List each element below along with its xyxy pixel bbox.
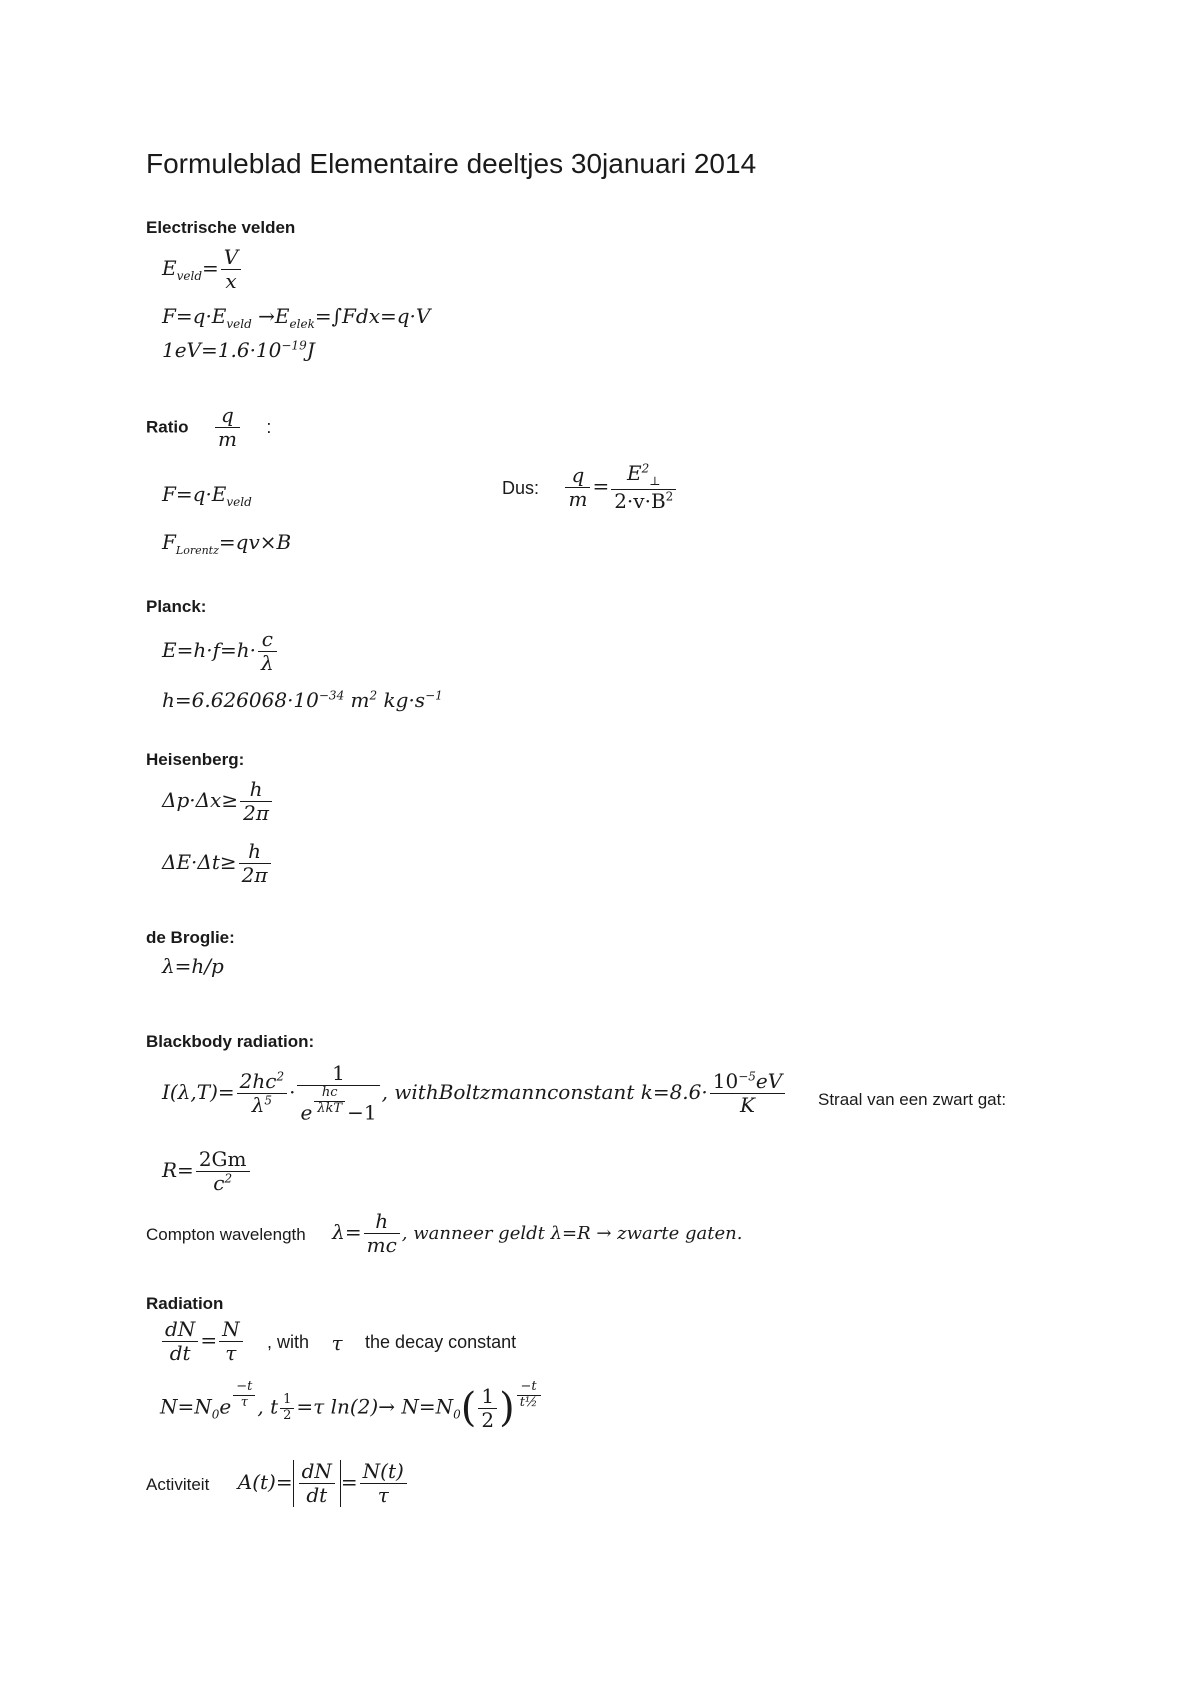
- compton-row: [146, 1210, 742, 1257]
- heading-planck: Planck:: [146, 597, 207, 616]
- formula-e-veld: $E_{veld}=$ $\frac{V}{x}$: [162, 246, 243, 293]
- dus-label: Dus:: [502, 478, 540, 499]
- formula-compton: λ= $\frac{h}{mc}$ , wanneer geldt λ=R → zwarte gaten.: [332, 1209, 743, 1257]
- formula-lorentz: $F_{Lorentz}=qv\times B$: [162, 530, 292, 557]
- heading-radiation: Radiation: [146, 1294, 224, 1313]
- ratio-heading-row: [146, 404, 271, 451]
- formula-dus: $\frac{q}{m}$ = $\frac{E^2_\perp}{2\cdot v\cdot B^2}$: [563, 474, 678, 498]
- heading-blackbody: Blackbody radiation:: [146, 1032, 315, 1051]
- heading-electrische-velden: Electrische velden: [146, 218, 296, 237]
- formula-heisenberg-position: Δp·Δx≥ $\frac{h}{2\pi}$: [162, 778, 274, 825]
- dus-row: [502, 462, 678, 513]
- tau-symbol: τ: [331, 1330, 343, 1355]
- formula-activity: A(t)= $\frac{dN}{dt}$ = $\frac{N(t)}{\tau}$: [238, 1470, 409, 1494]
- ratio-colon: :: [266, 417, 272, 437]
- heading-de-broglie: de Broglie:: [146, 928, 235, 947]
- formula-electronvolt: $1eV=1.6\cdot 10^{-19}J$: [162, 338, 315, 362]
- page-title: Formuleblad Elementaire deeltjes 30januari 2014: [146, 148, 757, 179]
- formula-decay-law: $N=N_0e$ $\frac{-t}{\tau}$ , t $\frac{1}{2}$ =τ $\ln(2)\to N=N_0$( $\frac{1}{2}$ ) $\frac{-t}{\text{t½}}$: [160, 1380, 543, 1432]
- formula-planck-energy: E=h·f=h· $\frac{c}{\lambda}$: [162, 628, 279, 675]
- with-text: , with: [267, 1332, 310, 1353]
- formula-planck-constant: $h=6.626068\cdot 10^{-34}$ $m^2$ $kg\cdot s^{-1}$: [162, 688, 443, 712]
- ratio-fraction: $\frac{q}{m}$: [215, 404, 240, 451]
- heading-heisenberg: Heisenberg:: [146, 750, 245, 769]
- formula-blackbody: I(λ,T)= $\frac{2hc^2}{\lambda^5}$ · 1 e $\frac{hc}{\text{λkT}}$ −1 , withBoltzmannconstant k=8.6· $\frac{10^{-5}eV}{K}$: [162, 1062, 787, 1125]
- formula-ratio-force: $F=q\cdot E_{veld}$: [162, 482, 252, 509]
- decay-constant-text: the decay constant: [365, 1332, 517, 1353]
- formula-de-broglie: λ=h/p: [162, 954, 224, 978]
- activity-label: Activiteit: [146, 1474, 210, 1494]
- heading-ratio: Ratio: [146, 417, 189, 437]
- activity-row: [146, 1460, 409, 1507]
- formula-decay-rate: $\frac{dN}{dt}$ = $\frac{N}{\tau}$: [160, 1328, 245, 1352]
- formula-schwarzschild: R= $\frac{2Gm}{c^2}$: [162, 1148, 252, 1195]
- formula-force-energy: $F=q\cdot E_{veld} \to E_{elek}=\int Fdx=q\cdot V$: [162, 304, 431, 331]
- formula-heisenberg-energy: ΔE·Δt≥ $\frac{h}{2\pi}$: [162, 840, 273, 887]
- straal-label: Straal van een zwart gat:: [818, 1090, 1007, 1109]
- compton-label: Compton wavelength: [146, 1224, 306, 1244]
- radiation-decay-row: [160, 1318, 516, 1365]
